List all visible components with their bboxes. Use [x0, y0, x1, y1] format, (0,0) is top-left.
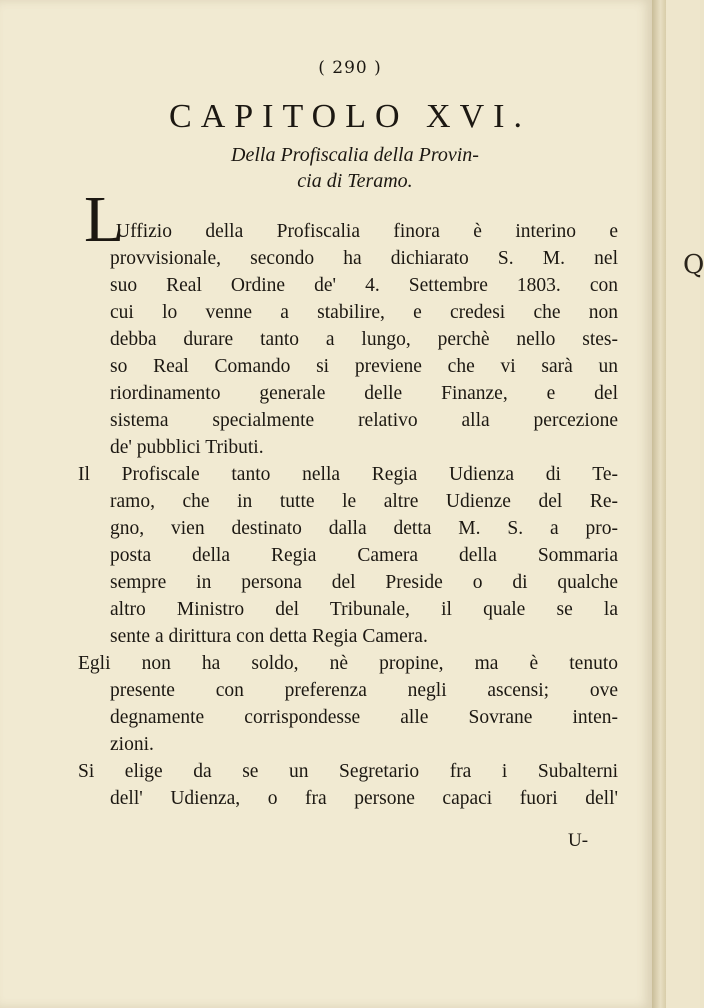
subtitle-line-2: cia di Teramo.: [297, 170, 413, 192]
text-line: suo Real Ordine de' 4. Settembre 1803. con: [110, 275, 618, 296]
text-line: provvisionale, secondo ha dichiarato S. M. nel: [110, 248, 618, 269]
text-line: sente a dirittura con detta Regia Camera.: [110, 626, 428, 647]
text-line: so Real Comando si previene che vi sarà un: [110, 356, 618, 377]
body-text: [78, 218, 618, 812]
subtitle-line-1: Della Profiscalia della Provin-: [231, 144, 479, 166]
text-line: Si elige da se un Segretario fra i Subalterni: [78, 761, 618, 782]
text-line: degnamente corrispondesse alle Sovrane inten-: [110, 707, 618, 728]
chapter-title: CAPITOLO XVI.: [169, 98, 531, 135]
chapter-subtitle: [150, 142, 560, 194]
catchword: U-: [568, 830, 589, 851]
text-line: riordinamento generale delle Finanze, e del: [110, 383, 618, 404]
text-line: presente con preferenza negli ascensi; ove: [110, 680, 618, 701]
paragraph-4: [78, 758, 618, 812]
text-line: sempre in persona del Preside o di qualche: [110, 572, 618, 593]
text-line: ramo, che in tutte le altre Udienze del Re-: [110, 491, 618, 512]
text-line: de' pubblici Tributi.: [110, 437, 264, 458]
facing-page-letter: Q: [683, 250, 704, 280]
text-line: Il Profiscale tanto nella Regia Udienza di Te-: [78, 464, 618, 485]
page-number: ( 290 ): [318, 58, 382, 78]
text-line: posta della Regia Camera della Sommaria: [110, 545, 618, 566]
paragraph-1: [78, 218, 618, 461]
book-gutter: [652, 0, 666, 1008]
text-line: Uffizio della Profiscalia finora è interino e: [116, 221, 618, 242]
paragraph-2: [78, 461, 618, 650]
text-line: gno, vien destinato dalla detta M. S. a pro-: [110, 518, 618, 539]
paragraph-3: [78, 650, 618, 758]
text-line: Egli non ha soldo, nè propine, ma è tenuto: [78, 653, 618, 674]
text-line: sistema specialmente relativo alla percezione: [110, 410, 618, 431]
facing-page-edge: [666, 0, 700, 1008]
text-line: altro Ministro del Tribunale, il quale se la: [110, 599, 618, 620]
drop-cap: L: [84, 183, 125, 256]
text-line: zioni.: [110, 734, 154, 755]
text-line: dell' Udienza, o fra persone capaci fuori dell': [110, 788, 618, 809]
text-line: debba durare tanto a lungo, perchè nello stes-: [110, 329, 618, 350]
text-line: cui lo venne a stabilire, e credesi che non: [110, 302, 618, 323]
